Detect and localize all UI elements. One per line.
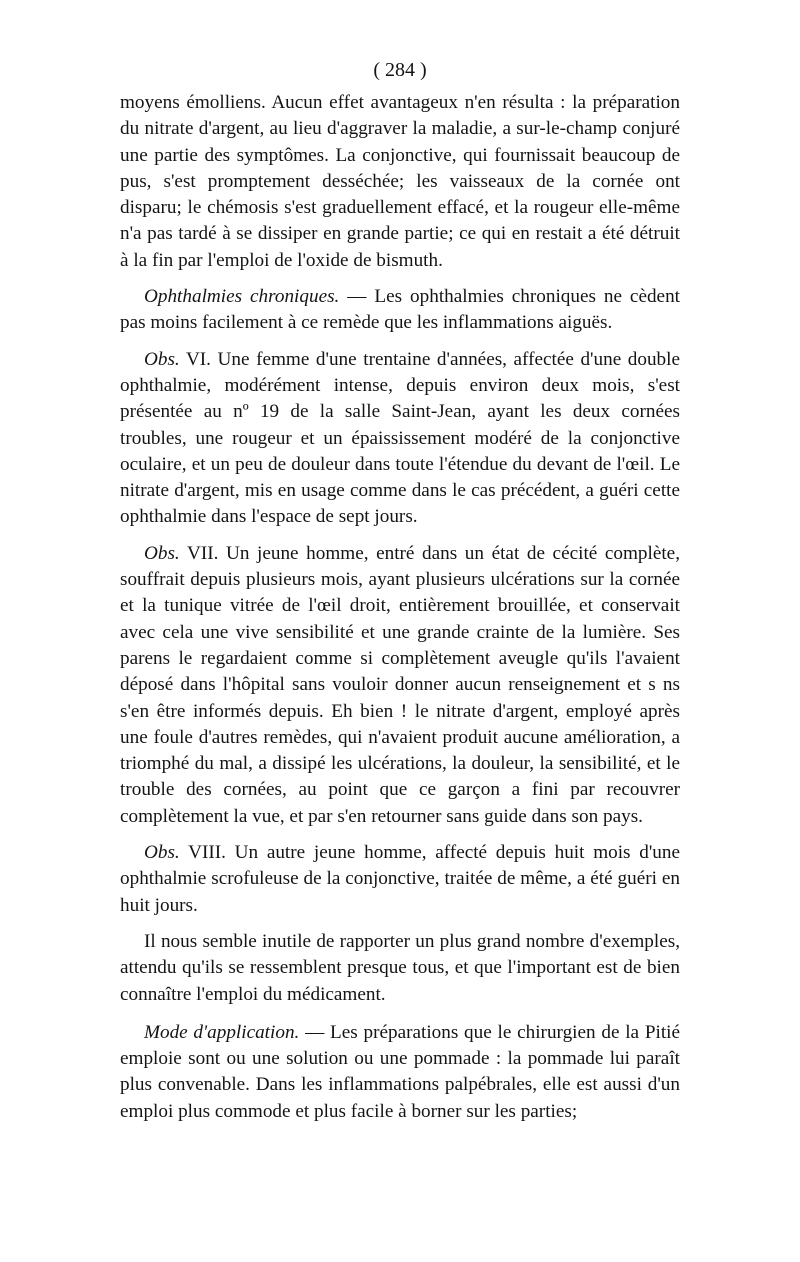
- paragraph-observation-8: [120, 840, 680, 919]
- paragraph-text: Il nous semble inutile de rapporter un plus grand nombre d'exemples, attendu qu'ils se ressemblent presque tous, et que l'important est de bien connaître l'emploi du médicament.: [120, 930, 680, 1005]
- paragraph-intro: [120, 90, 680, 274]
- paragraph-text: — Les ophthalmies chroniques ne cèdent pas moins facilement à ce remède que les inflammations aiguës.: [120, 286, 680, 334]
- observation-label: Obs.: [144, 542, 180, 564]
- observation-label: Obs.: [144, 842, 180, 864]
- paragraph-chronic-ophthalmia: [120, 284, 680, 337]
- paragraph-text: moyens émolliens. Aucun effet avantageux n'en résulta : la préparation du nitrate d'argent, au lieu d'aggraver la maladie, a sur-le-champ conjuré une partie des symptômes. La conjonctive, qui fournissait beaucoup de pus, s'est promptement desséchée; les vaisseaux de la cornée ont disparu; le chémosis s'est graduellement effacé, et la rougeur elle-même n'a pas tardé à se dissiper en grande partie; ce qui en restait a été détruit à la fin par l'emploi de l'oxide de bismuth.: [120, 92, 680, 271]
- paragraph-text: VI. Une femme d'une trentaine d'années, affectée d'une double ophthalmie, modérément intense, depuis environ deux mois, s'est présentée au nº 19 de la salle Saint-Jean, ayant les deux cornées troubles, une rougeur et un épaississement modéré de la conjonctive oculaire, et un peu de douleur dans toute l'étendue du devant de l'œil. Le nitrate d'argent, mis en usage comme dans le cas précédent, a guéri cette ophthalmie dans l'espace de sept jours.: [120, 348, 680, 528]
- paragraph-application-mode: [120, 1020, 680, 1125]
- paragraph-conclusion: [120, 929, 680, 1008]
- paragraph-text: VII. Un jeune homme, entré dans un état de cécité complète, souffrait depuis plusieurs mois, ayant plusieurs ulcérations sur la cornée et la tunique vitrée de l'œil droit, entièrement brouillée, et conservait avec cela une vive sensibilité et une grande crainte de la lumière. Ses parens le regardaient comme si complètement aveugle qu'ils l'avaient déposé dans l'hôpital sans vouloir donner aucun renseignement et s ns s'en être informés depuis. Eh bien ! le nitrate d'argent, employé après une foule d'autres remèdes, qui n'avaient produit aucune amélioration, a triomphé du mal, a dissipé les ulcérations, la douleur, la sensibilité, et le trouble des cornées, au point que ce garçon a fini par recouvrer complètement la vue, et par s'en retourner sans guide dans son pays.: [120, 542, 680, 827]
- observation-label: Obs.: [144, 348, 180, 370]
- page-number: ( 284 ): [373, 59, 427, 81]
- paragraph-text: — Les préparations que le chirurgien de la Pitié emploie sont ou une solution ou une pommade : la pommade lui paraît plus convenable. Dans les inflammations palpébrales, elle est aussi d'un emploi plus commode et plus facile à borner sur les parties;: [120, 1021, 680, 1122]
- paragraph-observation-7: [120, 541, 680, 830]
- book-page: [120, 58, 680, 1125]
- section-heading-chronic: Ophthalmies chroniques.: [144, 286, 340, 308]
- paragraph-observation-6: [120, 347, 680, 531]
- paragraph-text: VIII. Un autre jeune homme, affecté depuis huit mois d'une ophthalmie scrofuleuse de la conjonctive, traitée de même, a été guéri en huit jours.: [120, 842, 680, 916]
- section-heading-application: Mode d'application.: [144, 1021, 300, 1043]
